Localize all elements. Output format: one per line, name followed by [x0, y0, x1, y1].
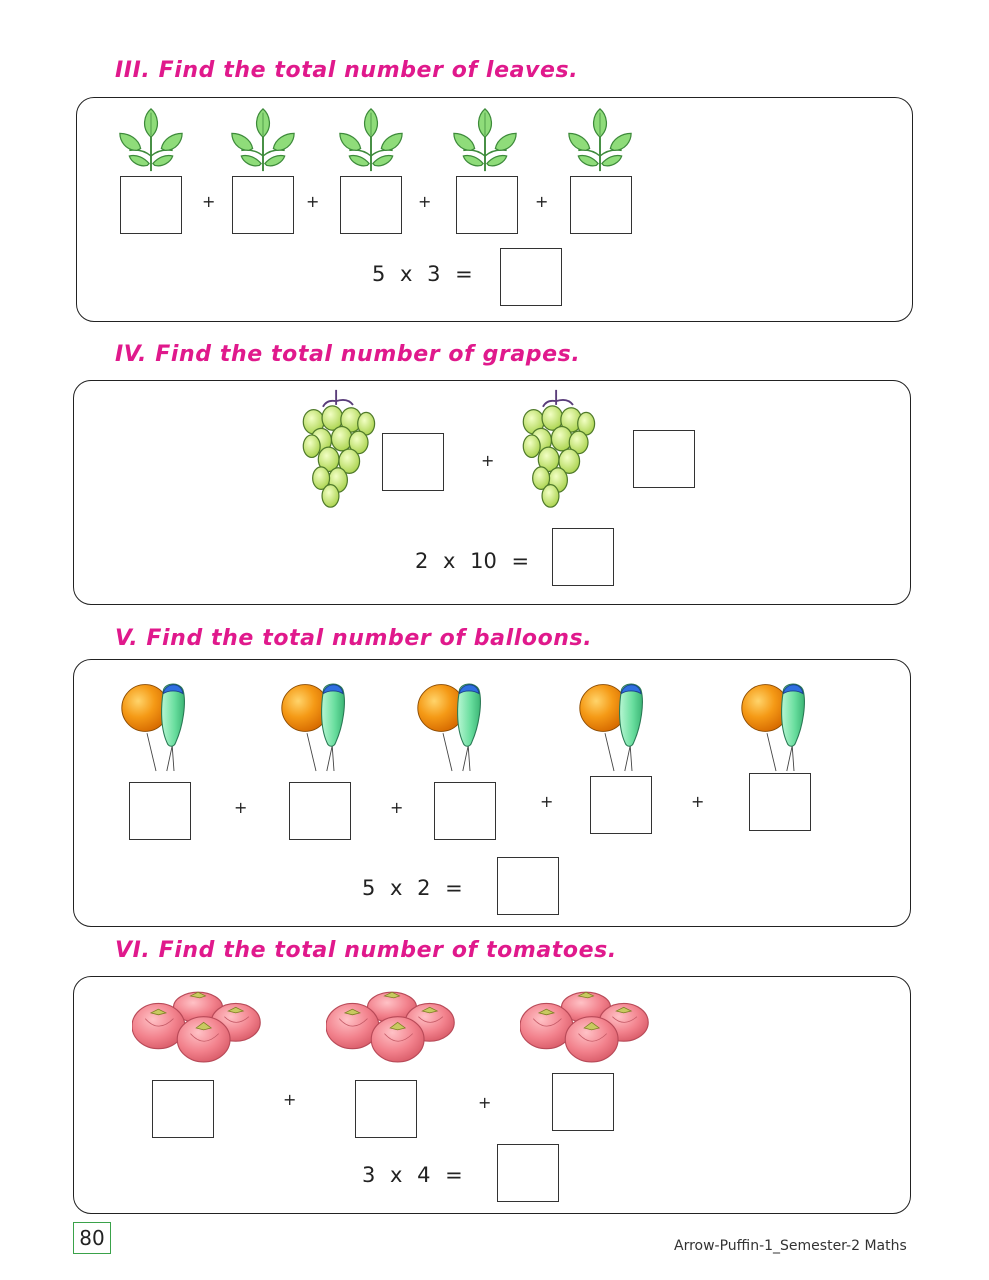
leaves-icon	[452, 104, 518, 176]
answer-box[interactable]	[500, 248, 562, 306]
plus-sign: +	[390, 798, 404, 817]
section-heading: IV. Find the total number of grapes.	[115, 342, 581, 367]
answer-box[interactable]	[355, 1080, 417, 1138]
section-heading: III. Find the total number of leaves.	[115, 58, 579, 83]
balloons-icon	[416, 680, 488, 772]
leaves-icon	[567, 104, 633, 176]
balloons-icon	[280, 680, 352, 772]
answer-box[interactable]	[289, 782, 351, 840]
balloons-icon	[740, 680, 812, 772]
multiplication-equation: 5 x 2 =	[362, 876, 463, 900]
tomatoes-icon	[520, 990, 652, 1066]
plus-sign: +	[481, 451, 495, 470]
answer-box[interactable]	[570, 176, 632, 234]
answer-box[interactable]	[129, 782, 191, 840]
plus-sign: +	[202, 192, 216, 211]
plus-sign: +	[306, 192, 320, 211]
page-number: 80	[73, 1222, 111, 1254]
footer-text: Arrow-Puffin-1_Semester-2 Maths	[674, 1238, 907, 1254]
answer-box[interactable]	[434, 782, 496, 840]
tomatoes-icon	[132, 990, 264, 1066]
multiplication-equation: 5 x 3 =	[372, 262, 473, 286]
answer-box[interactable]	[456, 176, 518, 234]
answer-box[interactable]	[340, 176, 402, 234]
multiplication-equation: 3 x 4 =	[362, 1163, 463, 1187]
answer-box[interactable]	[497, 1144, 559, 1202]
tomatoes-icon	[326, 990, 458, 1066]
plus-sign: +	[691, 792, 705, 811]
plus-sign: +	[540, 792, 554, 811]
leaves-icon	[230, 104, 296, 176]
answer-box[interactable]	[232, 176, 294, 234]
plus-sign: +	[418, 192, 432, 211]
grapes-icon	[298, 388, 378, 510]
balloons-icon	[120, 680, 192, 772]
plus-sign: +	[478, 1093, 492, 1112]
grapes-icon	[518, 388, 598, 510]
answer-box[interactable]	[120, 176, 182, 234]
answer-box[interactable]	[152, 1080, 214, 1138]
section-heading: VI. Find the total number of tomatoes.	[115, 938, 617, 963]
answer-box[interactable]	[382, 433, 444, 491]
leaves-icon	[118, 104, 184, 176]
answer-box[interactable]	[749, 773, 811, 831]
plus-sign: +	[234, 798, 248, 817]
section-heading: V. Find the total number of balloons.	[115, 626, 593, 651]
answer-box[interactable]	[497, 857, 559, 915]
leaves-icon	[338, 104, 404, 176]
balloons-icon	[578, 680, 650, 772]
plus-sign: +	[535, 192, 549, 211]
answer-box[interactable]	[552, 1073, 614, 1131]
plus-sign: +	[283, 1090, 297, 1109]
answer-box[interactable]	[633, 430, 695, 488]
answer-box[interactable]	[590, 776, 652, 834]
multiplication-equation: 2 x 10 =	[415, 549, 530, 573]
answer-box[interactable]	[552, 528, 614, 586]
